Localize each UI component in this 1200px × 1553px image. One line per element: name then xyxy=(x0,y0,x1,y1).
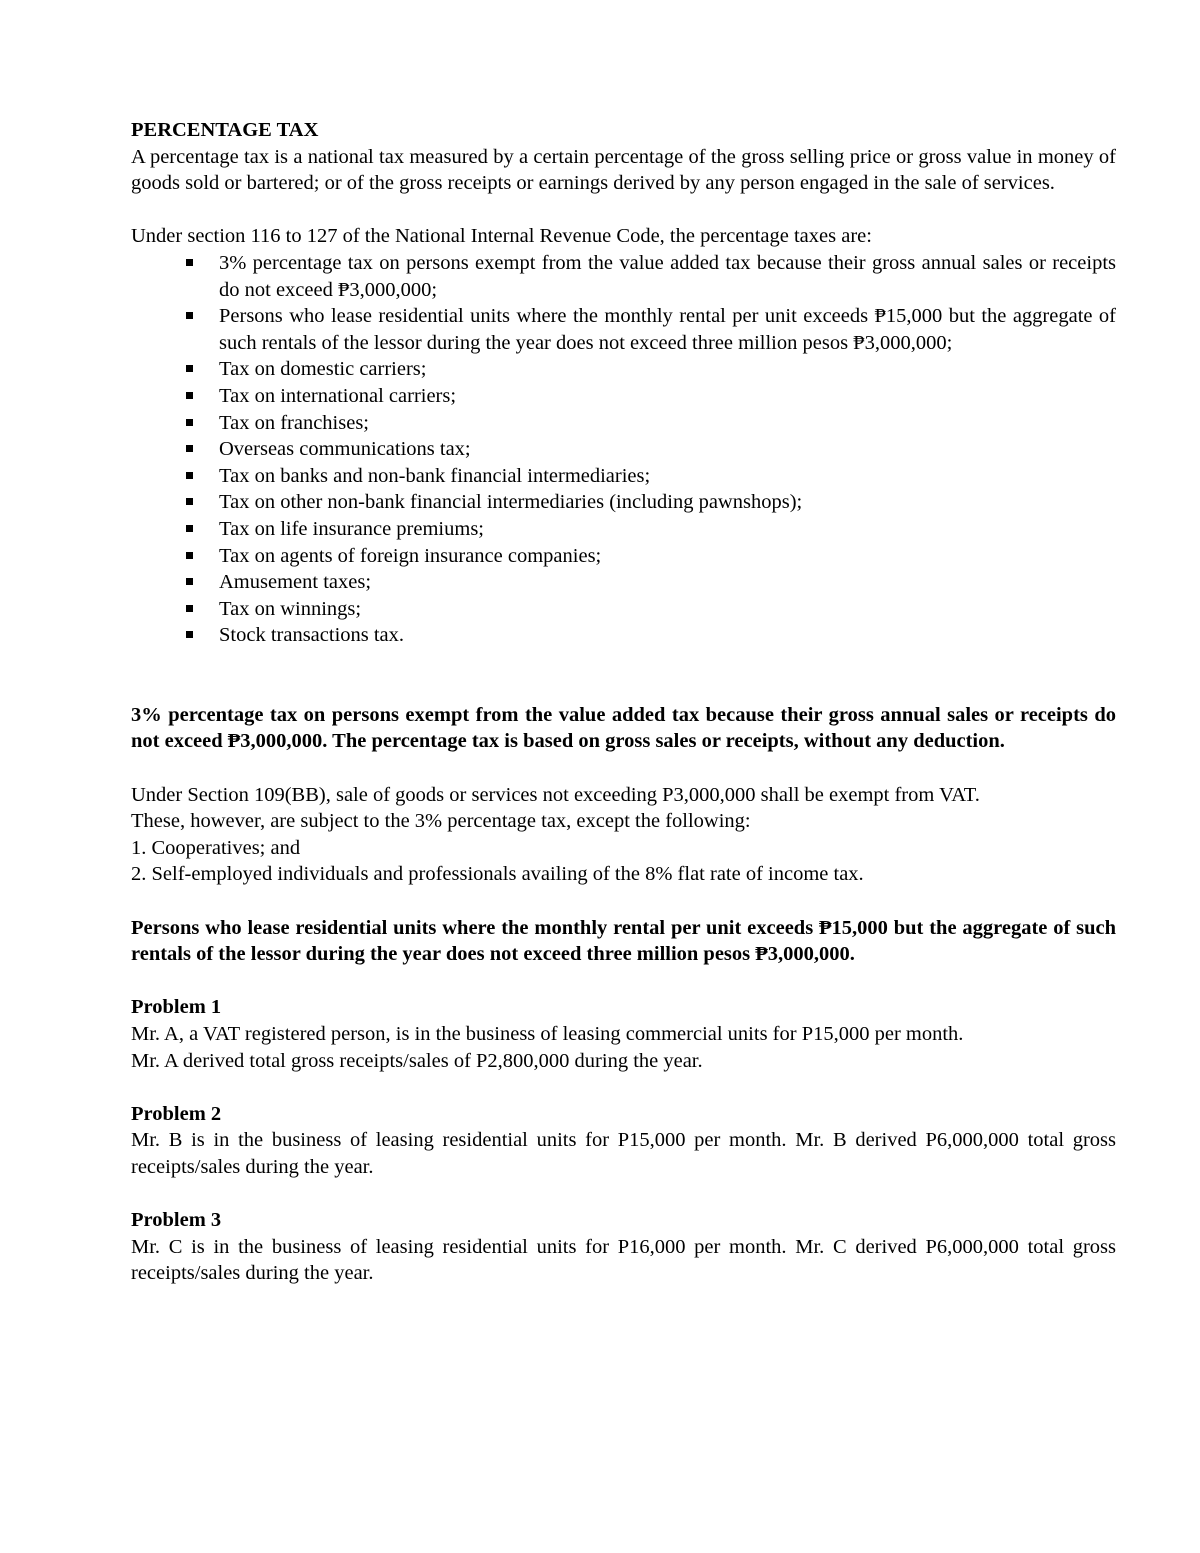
problem-text: Mr. A derived total gross receipts/sales of P2,800,000 during the year. xyxy=(131,1049,703,1072)
problem-block xyxy=(131,1207,1116,1287)
square-bullet-icon xyxy=(186,605,193,612)
document-page xyxy=(131,117,1116,1287)
intro-paragraph: A percentage tax is a national tax measured by a certain percentage of the gross selling price or gross value in money of goods sold or bartered; or of the gross receipts or earnings derived by any person engaged in the sale of services. xyxy=(131,145,1116,195)
problem-heading: Problem 2 xyxy=(131,1102,222,1125)
square-bullet-icon xyxy=(186,392,193,399)
spacer xyxy=(131,755,1116,782)
list-item: Tax on international carriers; xyxy=(219,383,1116,410)
list-item: Tax on domestic carriers; xyxy=(219,356,1116,383)
list-item: Overseas communications tax; xyxy=(219,436,1116,463)
document-title: PERCENTAGE TAX xyxy=(131,119,319,141)
square-bullet-icon xyxy=(186,365,193,372)
list-item: Persons who lease residential units where the monthly rental per unit exceeds ₱15,000 but the aggregate of such rentals of the lessor during the year does not exceed three million pesos ₱3,000,000; xyxy=(219,303,1116,356)
square-bullet-icon xyxy=(186,552,193,559)
spacer xyxy=(131,1074,1116,1101)
spacer xyxy=(131,649,1116,702)
spacer xyxy=(131,968,1116,995)
list-item: Tax on life insurance premiums; xyxy=(219,516,1116,543)
square-bullet-icon xyxy=(186,498,193,505)
list-item: Tax on agents of foreign insurance companies; xyxy=(219,543,1116,570)
list-intro: Under section 116 to 127 of the National Internal Revenue Code, the percentage taxes are: xyxy=(131,225,872,248)
square-bullet-icon xyxy=(186,419,193,426)
problem-text: Mr. A, a VAT registered person, is in the business of leasing commercial units for P15,000 per month. xyxy=(131,1023,964,1045)
square-bullet-icon xyxy=(186,631,193,638)
problem-text: Mr. C is in the business of leasing residential units for P16,000 per month. Mr. C derived P6,000,000 total gross receipts/sales during the year. xyxy=(131,1235,1116,1285)
body-line: These, however, are subject to the 3% percentage tax, except the following: xyxy=(131,810,751,833)
spacer xyxy=(131,1181,1116,1208)
spacer xyxy=(131,888,1116,915)
square-bullet-icon xyxy=(186,259,193,266)
body-line: 1. Cooperatives; and xyxy=(131,836,301,859)
list-item: Stock transactions tax. xyxy=(219,622,1116,649)
list-item: Tax on other non-bank financial intermediaries (including pawnshops); xyxy=(219,489,1116,516)
problem-heading: Problem 3 xyxy=(131,1209,222,1232)
list-item: Tax on banks and non-bank financial intermediaries; xyxy=(219,463,1116,490)
list-item: Tax on franchises; xyxy=(219,410,1116,437)
list-item: Tax on winnings; xyxy=(219,596,1116,623)
problem-text: Mr. B is in the business of leasing residential units for P15,000 per month. Mr. B derived P6,000,000 total gross receipts/sales during the year. xyxy=(131,1129,1116,1178)
body-line: Under Section 109(BB), sale of goods or services not exceeding P3,000,000 shall be exempt from VAT. xyxy=(131,783,980,806)
section-body-3-percent xyxy=(131,782,1116,888)
square-bullet-icon xyxy=(186,525,193,532)
section-heading-3-percent: 3% percentage tax on persons exempt from the value added tax because their gross annual sales or receipts do not exceed ₱3,000,000. The percentage tax is based on gross sales or receipts, without any deduction. xyxy=(131,703,1116,753)
section-heading-residential-lease: Persons who lease residential units where the monthly rental per unit exceeds ₱15,000 but the aggregate of such rentals of the lessor during the year does not exceed three million pesos ₱3,000,000. xyxy=(131,916,1116,966)
spacer xyxy=(131,197,1116,224)
list-item: 3% percentage tax on persons exempt from the value added tax because their gross annual sales or receipts do not exceed ₱3,000,000; xyxy=(219,250,1116,303)
problem-block xyxy=(131,994,1116,1074)
square-bullet-icon xyxy=(186,445,193,452)
square-bullet-icon xyxy=(186,472,193,479)
problem-block xyxy=(131,1101,1116,1181)
square-bullet-icon xyxy=(186,312,193,319)
square-bullet-icon xyxy=(186,578,193,585)
list-item: Amusement taxes; xyxy=(219,569,1116,596)
problem-heading: Problem 1 xyxy=(131,996,222,1019)
body-line: 2. Self-employed individuals and professionals availing of the 8% flat rate of income tax. xyxy=(131,863,864,886)
percentage-tax-list xyxy=(131,250,1116,649)
